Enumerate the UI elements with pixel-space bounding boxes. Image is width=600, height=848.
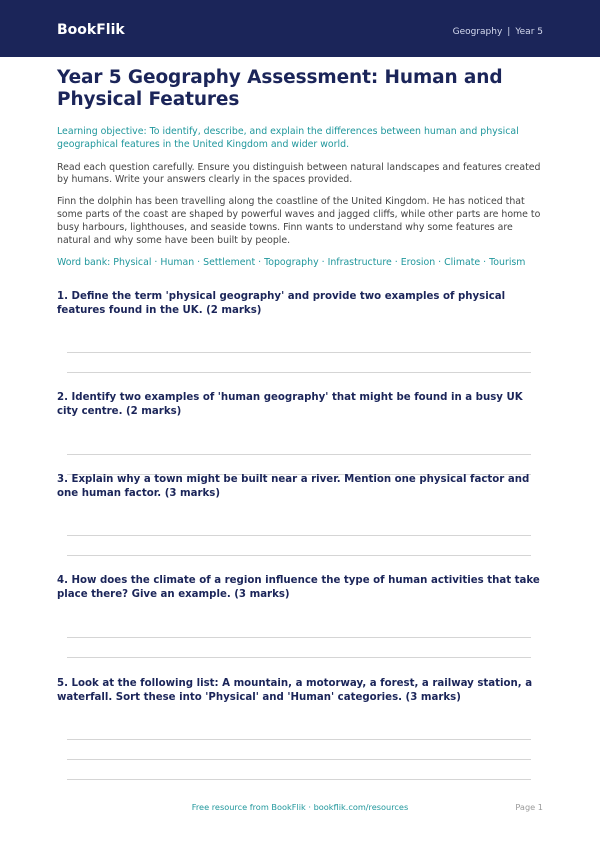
page-title: Year 5 Geography Assessment: Human and Physical Features <box>57 67 503 110</box>
answer-line[interactable] <box>67 352 531 353</box>
answer-line[interactable] <box>67 637 531 638</box>
word-bank-term: · Infrastructure <box>319 257 392 268</box>
question-1 <box>57 290 543 318</box>
answer-line[interactable] <box>67 779 531 780</box>
answer-line[interactable] <box>67 555 531 556</box>
word-bank-term: · Erosion <box>392 257 435 268</box>
answer-line[interactable] <box>67 372 531 373</box>
header-bar <box>0 0 600 57</box>
question-text: 4. How does the climate of a region influence the type of human activities that take place there? Give an example. (3 marks) <box>57 575 540 600</box>
word-bank-term: · Tourism <box>480 257 525 268</box>
header-meta <box>453 27 543 37</box>
answer-line[interactable] <box>67 657 531 658</box>
year-label: Year 5 <box>515 27 543 37</box>
question-5 <box>57 677 543 705</box>
answer-line[interactable] <box>67 535 531 536</box>
footer-credit[interactable]: Free resource from BookFlik · bookflik.com/resources <box>191 802 409 812</box>
question-text: 2. Identify two examples of 'human geography' that might be found in a busy UK city centre. (2 marks) <box>57 392 523 417</box>
word-bank-term: · Topography <box>255 257 319 268</box>
question-4 <box>57 574 543 602</box>
question-text: 1. Define the term 'physical geography' and provide two examples of physical features found in the UK. (2 marks) <box>57 291 506 316</box>
brand-logo: BookFlik <box>57 22 125 38</box>
answer-line[interactable] <box>67 759 531 760</box>
answer-line[interactable] <box>67 739 531 740</box>
question-2 <box>57 391 543 419</box>
learning-objective: Learning objective: To identify, describe, and explain the differences between human and physical geographical features in the United Kingdom and wider world. <box>57 126 519 150</box>
question-text: 3. Explain why a town might be built near a river. Mention one physical factor and one human factor. (3 marks) <box>57 474 530 499</box>
word-bank-term: · Climate <box>435 257 480 268</box>
story-text: Finn the dolphin has been travelling along the coastline of the United Kingdom. He has noticed that some parts of the coast are shaped by powerful waves and jagged cliffs, while other parts are home to busy harbours, lighthouses, and seaside towns. Finn wants to understand why some features are natural and why some have been built by people. <box>57 196 541 246</box>
intro-section <box>57 67 543 270</box>
instructions-text: Read each question carefully. Ensure you distinguish between natural landscapes and features created by humans. Write your answers clearly in the spaces provided. <box>57 161 541 186</box>
question-text: 5. Look at the following list: A mountain, a motorway, a forest, a railway station, a waterfall. Sort these into 'Physical' and 'Human' categories. (3 marks) <box>57 678 533 703</box>
word-bank-label: Word bank: <box>57 257 111 269</box>
word-bank-terms <box>113 257 525 268</box>
answer-line[interactable] <box>67 454 531 455</box>
header-separator: | <box>507 27 511 37</box>
page-number: Page 1 <box>515 802 543 812</box>
word-bank-term: Physical <box>113 257 152 269</box>
footer <box>0 802 600 814</box>
word-bank-term: · Human <box>151 257 194 268</box>
word-bank-term: · Settlement <box>194 257 255 268</box>
word-bank <box>57 257 543 270</box>
question-3 <box>57 473 543 501</box>
subject-label: Geography <box>452 27 503 37</box>
